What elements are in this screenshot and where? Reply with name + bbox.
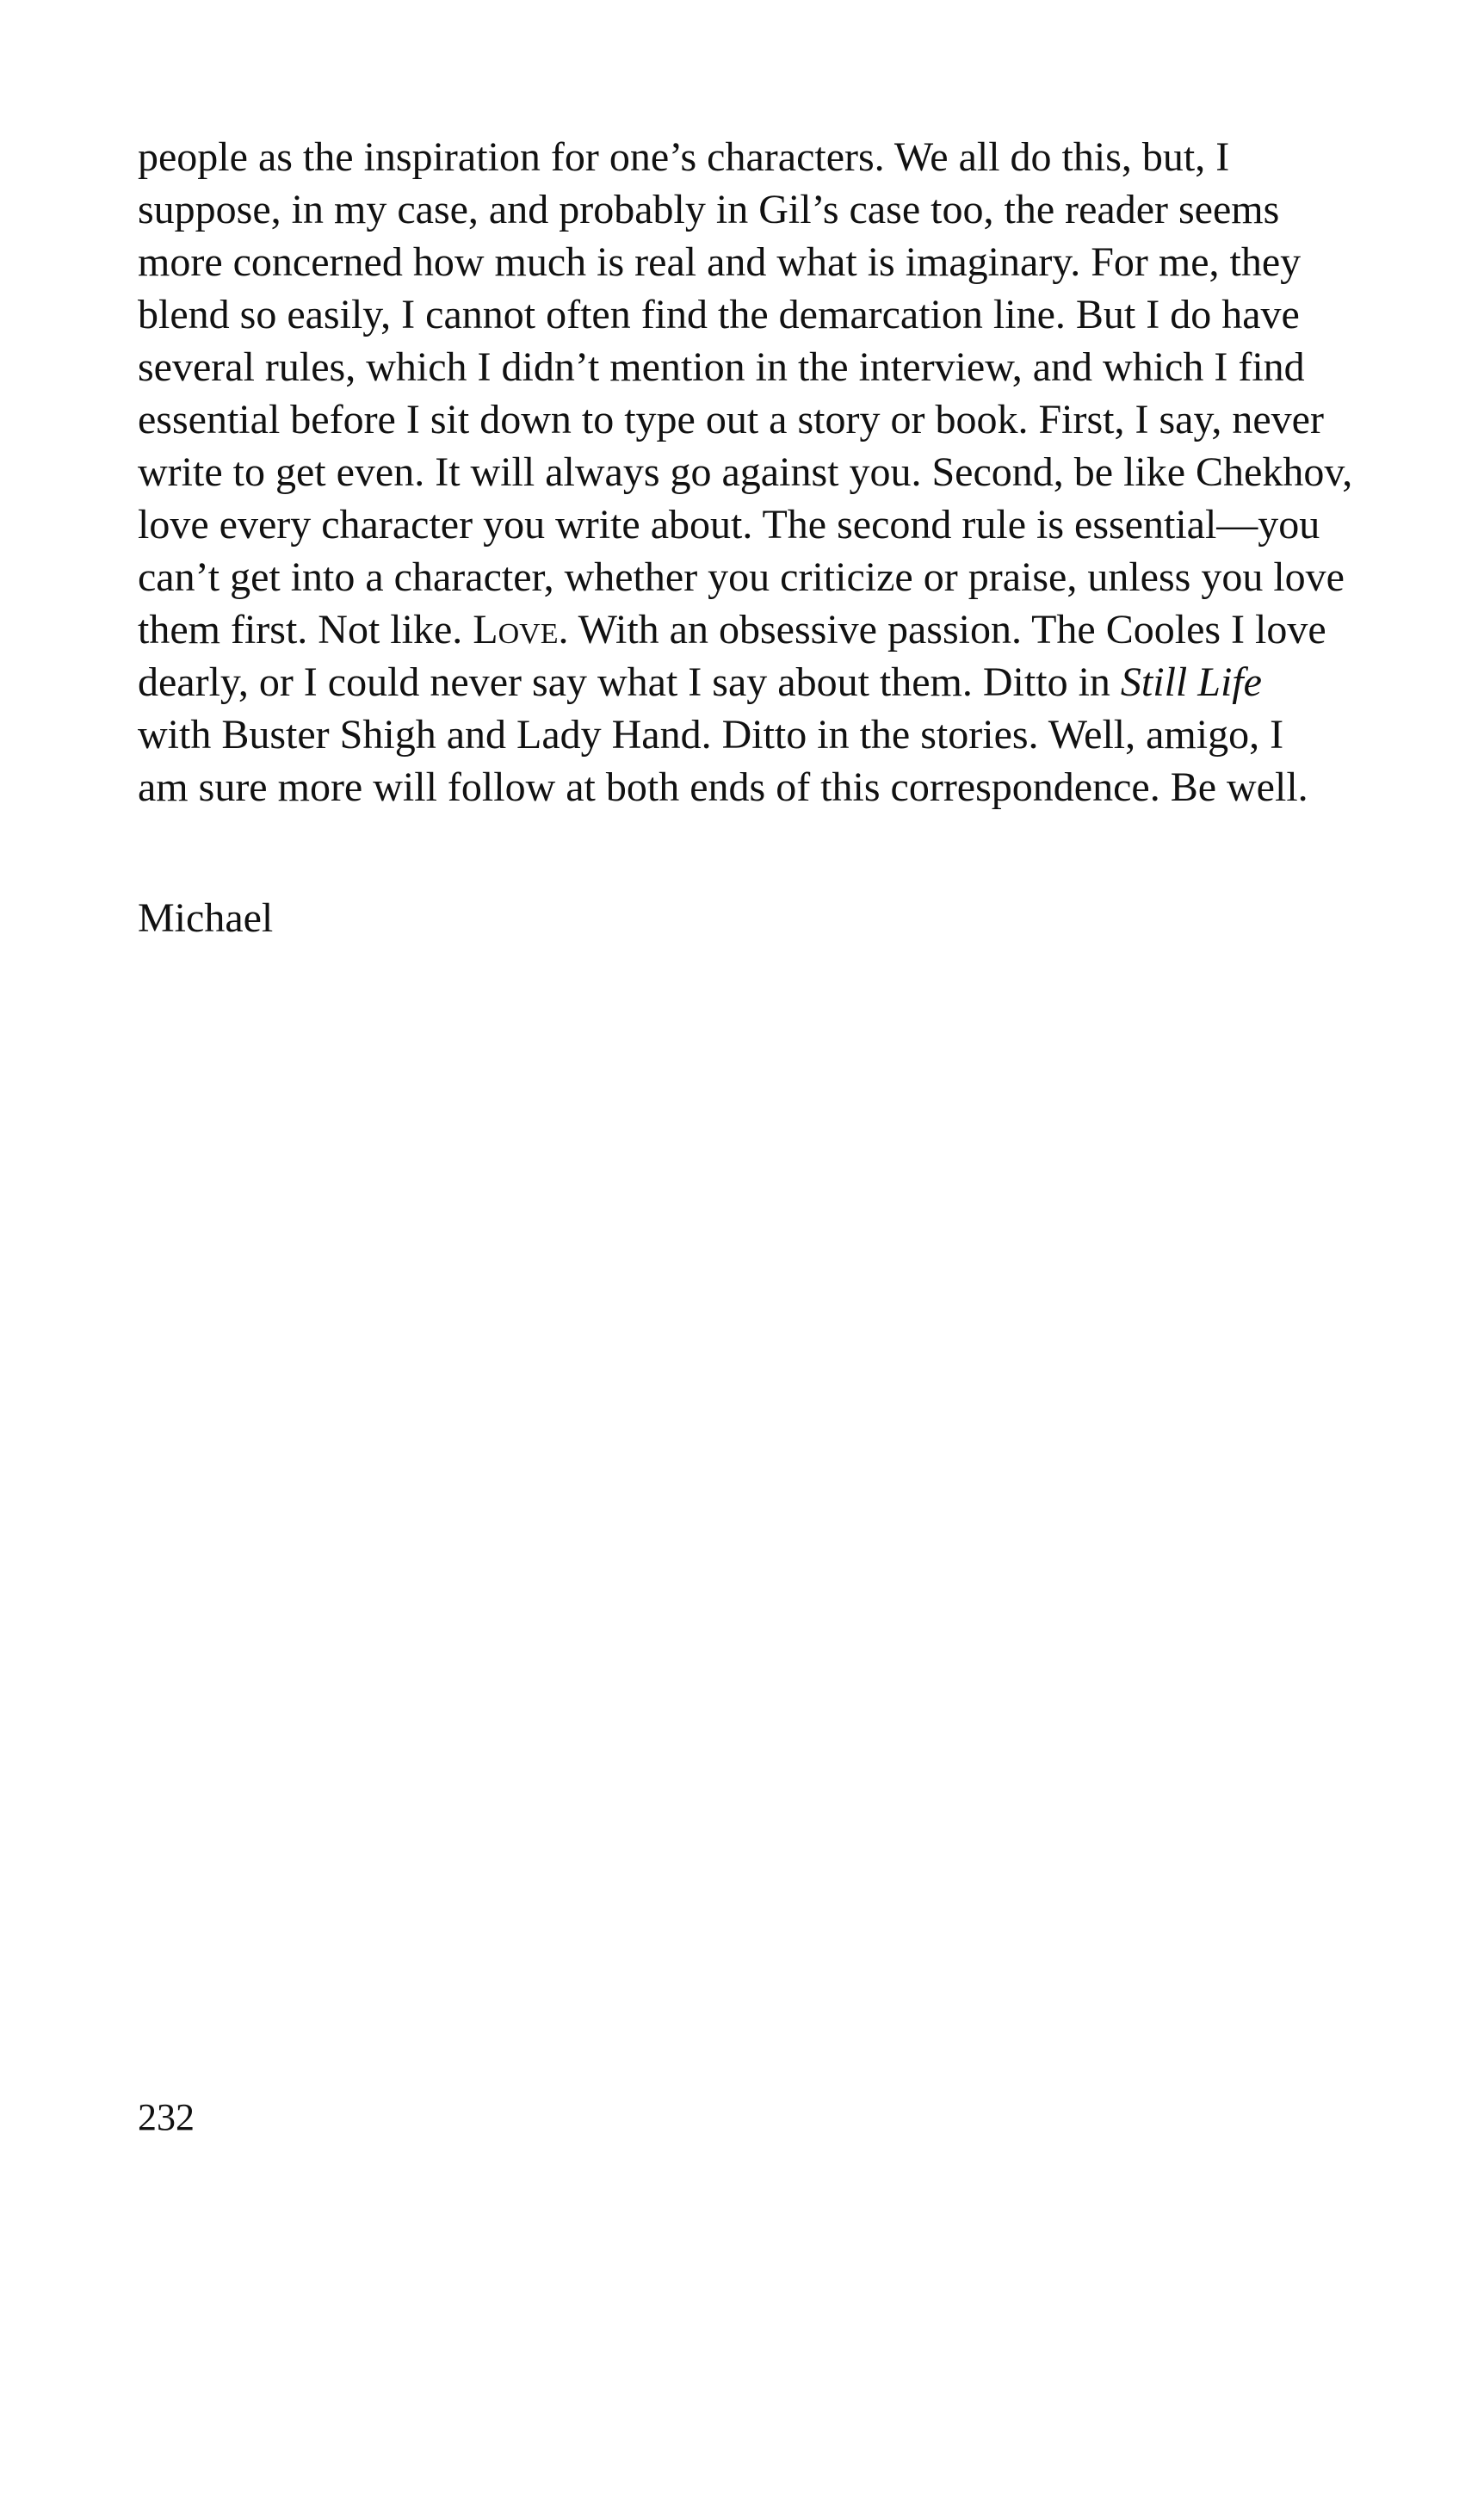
text-line-7: write to get even. It will always go against you. Second, be like Chekhov, (138, 449, 1353, 495)
text-line-4: blend so easily, I cannot often find the demarcation line. But I do have (138, 292, 1300, 337)
text-line-1: people as the inspiration for one’s characters. We all do this, but, I (138, 134, 1230, 180)
text-line-11 (138, 656, 1360, 708)
text-line-9: can’t get into a character, whether you criticize or praise, unless you love (138, 554, 1345, 600)
text-line-3: more concerned how much is real and what is imaginary. For me, they (138, 239, 1302, 285)
text-line-13: am sure more will follow at both ends of this correspondence. Be well. (138, 764, 1308, 810)
text-line-5: several rules, which I didn’t mention in the interview, and which I find (138, 344, 1305, 390)
text-line-10 (138, 603, 1360, 656)
signature: Michael (138, 895, 274, 941)
text-line-2: suppose, in my case, and probably in Gil’s case too, the reader seems (138, 187, 1280, 232)
text-line-12: with Buster Shigh and Lady Hand. Ditto in the stories. Well, amigo, I (138, 712, 1284, 758)
letter-body (138, 131, 1360, 813)
text-line-8: love every character you write about. The second rule is essential—you (138, 502, 1320, 547)
text-line-6: essential before I sit down to type out a story or book. First, I say, never (138, 397, 1324, 442)
book-title-still-life: Still Life (1120, 659, 1262, 705)
text-line-11-start: dearly, or I could never say what I say about them. Ditto in (138, 659, 1121, 705)
text-line-10-start: them first. Not like. (138, 607, 473, 653)
love-emphasis: Love (473, 607, 559, 653)
page-number: 232 (138, 2096, 195, 2138)
text-line-10-end: . With an obsessive passion. The Cooles I love (558, 607, 1326, 653)
